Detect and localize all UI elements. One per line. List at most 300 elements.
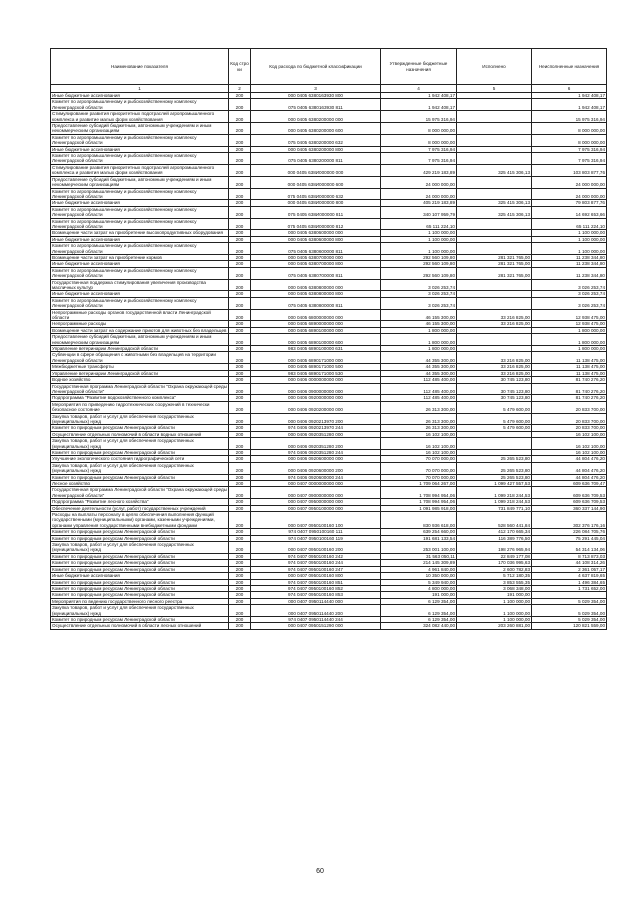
row-classification-code: 000 0405 6380700000 000 [251, 254, 381, 260]
row-classification-code: 000 0405 6890100000 600 [251, 334, 381, 346]
row-executed-amount: 30 745 123,80 [457, 383, 532, 395]
table-row [51, 267, 607, 279]
row-indicator-name: Комитет по природным ресурсам Ленинградской области [51, 529, 229, 535]
row-line-code: 200 [229, 462, 251, 474]
row-classification-code: 000 0405 6380800000 000 [251, 279, 381, 291]
row-approved-amount: 24 000 000,00 [381, 188, 457, 200]
row-classification-code: 000 0405 6890171000 000 [251, 352, 381, 364]
row-executed-amount: 33 216 825,00 [457, 352, 532, 364]
row-executed-amount: 22 849 177,08 [457, 553, 532, 559]
row-executed-amount: 203 260 881,00 [457, 623, 532, 629]
row-line-code: 200 [229, 164, 251, 176]
row-classification-code: 000 0405 6380700000 800 [251, 261, 381, 267]
row-unexecuted-amount: 81 740 276,20 [532, 377, 607, 383]
table-row [51, 512, 607, 529]
header-unexecuted: Неисполненные назначения [532, 49, 607, 85]
row-approved-amount: 253 001 100,00 [381, 542, 457, 554]
row-line-code: 200 [229, 383, 251, 395]
row-classification-code: 000 0406 0920000000 000 [251, 395, 381, 401]
row-line-code: 200 [229, 230, 251, 236]
row-indicator-name: Иные бюджетные ассигнования [51, 291, 229, 297]
row-classification-code: 000 0406 0920600000 200 [251, 462, 381, 474]
row-indicator-name: Предоставление субсидий бюджетным, автономным учреждениям и иным некоммерческим организациям [51, 123, 229, 135]
row-line-code: 200 [229, 146, 251, 152]
row-unexecuted-amount: 609 636 709,53 [532, 487, 607, 499]
row-executed-amount [457, 111, 532, 123]
row-unexecuted-amount: 1 100 000,00 [532, 236, 607, 242]
row-classification-code: 000 0406 0920600000 000 [251, 456, 381, 462]
row-line-code: 200 [229, 352, 251, 364]
row-line-code: 200 [229, 512, 251, 529]
row-classification-code: 075 0405 638И000000 812 [251, 218, 381, 230]
row-indicator-name: Комитет по природным ресурсам Ленинградской области [51, 579, 229, 585]
report-sheet [50, 48, 606, 630]
row-approved-amount: 1 800 000,00 [381, 346, 457, 352]
row-unexecuted-amount: 79 803 877,76 [532, 200, 607, 206]
row-unexecuted-amount: 44 804 476,20 [532, 474, 607, 480]
table-row [51, 413, 607, 425]
table-row [51, 164, 607, 176]
row-line-code: 200 [229, 395, 251, 401]
row-line-code: 200 [229, 573, 251, 579]
row-unexecuted-amount: 360 337 144,90 [532, 505, 607, 511]
row-indicator-name: Государственная программа Ленинградской области "Охрана окружающей среды Ленинградской области" [52, 487, 227, 498]
row-indicator-name: Закупка товаров, работ и услуг для обеспечения государственных (муниципальных) нужд [51, 462, 229, 474]
row-approved-amount: 112 485 400,00 [381, 395, 457, 401]
row-indicator-name: Подпрограмма "Развитие водохозяйственного комплекса" [51, 395, 229, 401]
row-approved-amount: 44 355 300,00 [381, 370, 457, 376]
header-approved: Утвержденные бюджетные назначения [381, 49, 457, 85]
row-classification-code: 983 0405 6890100000 631 [251, 346, 381, 352]
row-line-code: 200 [229, 585, 251, 591]
row-line-code: 200 [229, 321, 251, 327]
row-indicator-name: Мероприятия по приведению гидротехнических сооружений в технически безопасное состояние [51, 401, 229, 413]
row-classification-code: 000 0405 6890100000 000 [251, 327, 381, 333]
column-number-row [51, 85, 607, 93]
row-approved-amount: 7 975 316,94 [381, 146, 457, 152]
row-approved-amount: 1 091 985 918,00 [381, 505, 457, 511]
row-executed-amount [457, 297, 532, 309]
row-approved-amount: 830 936 618,00 [381, 512, 457, 529]
row-unexecuted-amount: 54 314 134,06 [532, 542, 607, 554]
row-indicator-name: Комитет по агропромышленному и рыбохозяйственному комплексу Ленинградской области [51, 134, 229, 146]
row-approved-amount: 5 349 940,00 [381, 579, 457, 585]
row-unexecuted-amount: 1 800 000,00 [532, 327, 607, 333]
table-row [51, 529, 607, 535]
row-unexecuted-amount: 1 800 000,00 [532, 334, 607, 346]
table-row [51, 111, 607, 123]
row-indicator-name: Комитет по природным ресурсам Ленинградской области [51, 585, 229, 591]
row-classification-code: 000 0407 0000000000 000 [251, 481, 381, 487]
row-indicator-name: Комитет по природным ресурсам Ленинградской области [51, 449, 229, 455]
row-executed-amount [457, 279, 532, 291]
header-indicator-name: Наименование показателя [51, 49, 229, 85]
row-indicator-name: Возмещение части затрат на содержание приютов для животных без владельцев [52, 327, 227, 333]
row-executed-amount: 116 389 776,50 [457, 535, 532, 541]
row-approved-amount: 1 709 064 267,00 [381, 481, 457, 487]
row-unexecuted-amount: 16 102 100,00 [532, 438, 607, 450]
table-row [51, 438, 607, 450]
row-unexecuted-amount: 15 975 316,94 [532, 111, 607, 123]
table-body [51, 93, 607, 630]
row-classification-code: 000 0405 6800000000 000 [251, 309, 381, 321]
row-approved-amount: 46 155 300,00 [381, 309, 457, 321]
row-approved-amount: 26 313 300,00 [381, 425, 457, 431]
table-row [51, 598, 607, 604]
row-line-code: 200 [229, 377, 251, 383]
row-classification-code: 000 0405 638И000000 600 [251, 176, 381, 188]
row-line-code: 200 [229, 456, 251, 462]
row-indicator-name: Комитет по агропромышленному и рыбохозяйственному комплексу Ленинградской области [51, 218, 229, 230]
row-indicator-name: Комитет по природным ресурсам Ленинградской области [51, 474, 229, 480]
row-line-code: 200 [229, 499, 251, 505]
row-unexecuted-amount: 7 975 316,94 [532, 146, 607, 152]
row-unexecuted-amount: 5 029 354,00 [532, 605, 607, 617]
row-indicator-name: Государственная поддержка стимулирования увеличения производства масличных культур [51, 279, 229, 291]
row-approved-amount: 405 219 183,89 [381, 200, 457, 206]
table-row [51, 535, 607, 541]
row-classification-code: 075 0405 6380600000 811 [251, 243, 381, 255]
table-row [51, 123, 607, 135]
row-indicator-name: Осуществление отдельных полномочий в области лесных отношений [51, 623, 229, 629]
row-classification-code: 075 0405 6380163930 811 [251, 99, 381, 111]
row-indicator-name: Иные бюджетные ассигнования [51, 236, 229, 242]
row-unexecuted-amount: 8 713 873,03 [532, 553, 607, 559]
row-line-code: 200 [229, 605, 251, 617]
header-classification-code: Код расхода по бюджетной классификации [251, 49, 381, 85]
row-unexecuted-amount: 1 731 652,00 [532, 585, 607, 591]
row-approved-amount: 1 100 000,00 [381, 243, 457, 255]
row-line-code: 200 [229, 542, 251, 554]
row-approved-amount: 3 026 253,74 [381, 291, 457, 297]
row-indicator-name: Комитет по природным ресурсам Ленинградской области [51, 425, 229, 431]
row-unexecuted-amount: 103 803 877,76 [532, 164, 607, 176]
row-executed-amount: 5 479 600,00 [457, 401, 532, 413]
row-approved-amount: 112 485 400,00 [381, 377, 457, 383]
row-indicator-name: Комитет по природным ресурсам Ленинградской области [51, 592, 229, 598]
row-approved-amount: 112 485 400,00 [381, 383, 457, 395]
row-classification-code: 974 0407 0950100160 247 [251, 566, 381, 572]
row-indicator-name: Иные бюджетные ассигнования [51, 146, 229, 152]
table-row [51, 579, 607, 585]
row-indicator-name: Возмещение части затрат на приобретение высокопродуктивных оборудования [51, 230, 229, 236]
row-executed-amount [457, 243, 532, 255]
row-indicator-name: Закупка товаров, работ и услуг для обеспечения государственных (муниципальных) нужд [51, 542, 229, 554]
row-unexecuted-amount: 75 291 445,04 [532, 535, 607, 541]
table-row [51, 279, 607, 291]
table-row [51, 592, 607, 598]
row-unexecuted-amount: 1 100 000,00 [532, 243, 607, 255]
row-executed-amount [457, 188, 532, 200]
row-executed-amount: 33 216 825,00 [457, 309, 532, 321]
row-indicator-name: Подпрограмма "Развитие лесного хозяйства" [51, 499, 229, 505]
table-row [51, 206, 607, 218]
row-indicator-name: Комитет по агропромышленному и рыбохозяйственному комплексу Ленинградской области [51, 297, 229, 309]
row-unexecuted-amount: 11 238 344,80 [532, 267, 607, 279]
row-line-code: 200 [229, 449, 251, 455]
row-approved-amount: 340 107 959,79 [381, 206, 457, 218]
row-executed-amount: 25 265 523,80 [457, 456, 532, 462]
row-unexecuted-amount: 1 942 408,17 [532, 93, 607, 99]
row-unexecuted-amount: 65 111 224,10 [532, 218, 607, 230]
row-executed-amount: 25 265 523,80 [457, 474, 532, 480]
row-executed-amount: 731 849 771,10 [457, 505, 532, 511]
row-unexecuted-amount: 1 496 384,65 [532, 579, 607, 585]
row-unexecuted-amount: 81 740 276,20 [532, 395, 607, 401]
row-executed-amount [457, 123, 532, 135]
row-executed-amount: 1 099 427 557,53 [457, 481, 532, 487]
row-unexecuted-amount: 14 692 653,66 [532, 206, 607, 218]
row-approved-amount: 1 708 994 954,06 [381, 499, 457, 505]
row-line-code: 200 [229, 346, 251, 352]
row-classification-code: 000 0405 6890171000 500 [251, 364, 381, 370]
row-line-code: 200 [229, 623, 251, 629]
row-approved-amount: 1 800 000,00 [381, 327, 457, 333]
row-line-code: 200 [229, 425, 251, 431]
row-executed-amount: 2 600 782,83 [457, 566, 532, 572]
row-line-code: 200 [229, 297, 251, 309]
row-approved-amount: 1 800 000,00 [381, 334, 457, 346]
row-classification-code: 075 0405 638И000000 811 [251, 206, 381, 218]
row-unexecuted-amount: 81 740 276,20 [532, 383, 607, 395]
row-executed-amount: 33 216 825,00 [457, 370, 532, 376]
row-approved-amount: 10 350 000,00 [381, 573, 457, 579]
row-indicator-name: Закупка товаров, работ и услуг для обеспечения государственных (муниципальных) нужд [51, 413, 229, 425]
row-line-code: 200 [229, 505, 251, 511]
table-row [51, 605, 607, 617]
row-executed-amount: 281 321 765,00 [457, 254, 532, 260]
row-classification-code: 974 0406 0920213970 244 [251, 425, 381, 431]
row-unexecuted-amount: 1 100 000,00 [532, 230, 607, 236]
table-row [51, 542, 607, 554]
row-executed-amount: 412 170 665,34 [457, 529, 532, 535]
row-line-code: 200 [229, 218, 251, 230]
row-classification-code: 000 0405 6380163930 800 [251, 93, 381, 99]
row-unexecuted-amount: 5 029 354,00 [532, 598, 607, 604]
row-line-code: 200 [229, 176, 251, 188]
row-unexecuted-amount: 12 938 475,00 [532, 321, 607, 327]
row-classification-code: 000 0407 0950114440 000 [251, 598, 381, 604]
row-line-code: 200 [229, 553, 251, 559]
row-indicator-name: Управление ветеринарии Ленинградской области [51, 346, 229, 352]
table-row [51, 218, 607, 230]
row-indicator-name: Стимулирование развития приоритетных подотраслей агропромышленного комплекса и развитие малых форм хозяйствования [51, 111, 229, 123]
row-indicator-name: Осуществление отдельных полномочий в области водных отношений [51, 431, 229, 437]
row-unexecuted-amount: 11 238 344,80 [532, 261, 607, 267]
row-unexecuted-amount: 120 821 559,00 [532, 623, 607, 629]
row-approved-amount: 4 961 840,00 [381, 566, 457, 572]
page-number: 60 [316, 868, 324, 875]
row-classification-code: 000 0406 0920213970 200 [251, 413, 381, 425]
table-row [51, 153, 607, 165]
row-indicator-name: Субвенции в сфере обращения с животными без владельцев на территории Ленинградской области [51, 352, 229, 364]
row-approved-amount: 191 681 133,54 [381, 535, 457, 541]
row-indicator-name: Комитет по природным ресурсам Ленинградской области [51, 560, 229, 566]
table-row [51, 462, 607, 474]
row-unexecuted-amount: 20 833 700,00 [532, 413, 607, 425]
row-executed-amount [457, 99, 532, 111]
row-approved-amount: 6 129 354,00 [381, 605, 457, 617]
row-classification-code: 974 0407 0950100160 852 [251, 585, 381, 591]
row-line-code: 200 [229, 579, 251, 585]
header-row [51, 49, 607, 85]
row-indicator-name: Закупка товаров, работ и услуг для обеспечения государственных (муниципальных) нужд [51, 438, 229, 450]
row-classification-code: 000 0405 6380800000 800 [251, 291, 381, 297]
row-indicator-name: Иные бюджетные ассигнования [51, 200, 229, 206]
row-line-code: 200 [229, 134, 251, 146]
row-unexecuted-amount: 20 833 700,00 [532, 401, 607, 413]
row-executed-amount: 30 745 123,80 [457, 395, 532, 401]
row-executed-amount [457, 218, 532, 230]
row-line-code: 200 [229, 334, 251, 346]
row-classification-code: 000 0406 0920200000 000 [251, 401, 381, 413]
row-unexecuted-amount: 44 804 476,20 [532, 456, 607, 462]
row-executed-amount: 33 216 825,00 [457, 321, 532, 327]
row-line-code: 200 [229, 401, 251, 413]
row-approved-amount: 26 313 300,00 [381, 401, 457, 413]
row-approved-amount: 1 942 408,17 [381, 93, 457, 99]
row-unexecuted-amount: 609 636 709,53 [532, 499, 607, 505]
row-unexecuted-amount: 3 026 253,74 [532, 291, 607, 297]
header-line-code: Код стро ки [229, 49, 251, 85]
row-classification-code: 000 0405 6380600000 800 [251, 236, 381, 242]
row-classification-code: 000 0407 0950100160 800 [251, 573, 381, 579]
row-approved-amount: 16 102 100,00 [381, 438, 457, 450]
row-unexecuted-amount: 16 102 100,00 [532, 449, 607, 455]
row-line-code: 200 [229, 431, 251, 437]
row-line-code: 200 [229, 309, 251, 321]
row-executed-amount: 1 100 000,00 [457, 598, 532, 604]
row-unexecuted-amount: 8 000 000,00 [532, 123, 607, 135]
row-indicator-name: Комитет по агропромышленному и рыбохозяйственному комплексу Ленинградской области [51, 206, 229, 218]
row-approved-amount: 292 560 109,80 [381, 254, 457, 260]
row-unexecuted-amount: 3 026 253,74 [532, 279, 607, 291]
row-unexecuted-amount: 44 108 314,26 [532, 560, 607, 566]
row-approved-amount: 70 070 000,00 [381, 474, 457, 480]
table-row [51, 188, 607, 200]
row-classification-code: 000 0407 0900000000 000 [251, 487, 381, 499]
table-row [51, 352, 607, 364]
row-indicator-name: Улучшение экологического состояния гидрографической сети [51, 456, 229, 462]
row-line-code: 200 [229, 487, 251, 499]
row-classification-code: 974 0407 0950100160 244 [251, 560, 381, 566]
row-line-code: 200 [229, 123, 251, 135]
table-row [51, 566, 607, 572]
row-executed-amount: 325 415 306,13 [457, 200, 532, 206]
row-classification-code: 983 0405 6890171000 530 [251, 370, 381, 376]
row-unexecuted-amount: 11 138 475,00 [532, 364, 607, 370]
row-executed-amount: 198 276 965,94 [457, 542, 532, 554]
row-line-code: 200 [229, 254, 251, 260]
row-approved-amount: 292 560 109,80 [381, 261, 457, 267]
row-indicator-name: Непрограммные расходы органов государственной власти Ленинградской области [51, 309, 229, 321]
row-classification-code: 974 0407 0950100160 242 [251, 553, 381, 559]
row-line-code: 200 [229, 267, 251, 279]
row-line-code: 200 [229, 474, 251, 480]
table-row [51, 99, 607, 111]
row-approved-amount: 8 000 000,00 [381, 123, 457, 135]
row-indicator-name: Комитет по агропромышленному и рыбохозяйственному комплексу Ленинградской области [51, 243, 229, 255]
row-indicator-name: Непрограммные расходы [51, 321, 229, 327]
table-row [51, 243, 607, 255]
row-unexecuted-amount: 5 029 354,00 [532, 616, 607, 622]
row-unexecuted-amount: 20 833 700,00 [532, 425, 607, 431]
budget-execution-table [50, 48, 607, 630]
row-classification-code: 000 0407 0950100160 100 [251, 512, 381, 529]
row-approved-amount: 324 082 440,00 [381, 623, 457, 629]
row-line-code: 200 [229, 261, 251, 267]
row-line-code: 200 [229, 243, 251, 255]
row-classification-code: 974 0407 0950100160 851 [251, 579, 381, 585]
row-indicator-name: Предоставление субсидий бюджетным, автономным учреждениям и иным некоммерческим организациям [51, 176, 229, 188]
row-executed-amount: 3 853 555,35 [457, 579, 532, 585]
table-row [51, 505, 607, 511]
row-classification-code: 075 0405 638И000000 632 [251, 188, 381, 200]
row-line-code: 200 [229, 93, 251, 99]
row-indicator-name: Комитет по агропромышленному и рыбохозяйственному комплексу Ленинградской области [51, 267, 229, 279]
row-unexecuted-amount: 11 138 475,00 [532, 370, 607, 376]
row-line-code: 200 [229, 566, 251, 572]
row-executed-amount: 191 000,00 [457, 592, 532, 598]
row-line-code: 200 [229, 291, 251, 297]
row-unexecuted-amount: 302 376 176,16 [532, 512, 607, 529]
column-number: 1 [51, 85, 229, 93]
row-approved-amount: 24 000 000,00 [381, 176, 457, 188]
row-unexecuted-amount: 24 000 000,00 [532, 188, 607, 200]
table-row [51, 560, 607, 566]
row-classification-code: 000 0407 0950000000 000 [251, 499, 381, 505]
row-classification-code: 000 0406 0920351280 000 [251, 431, 381, 437]
row-executed-amount: 33 216 825,00 [457, 364, 532, 370]
row-classification-code: 000 0405 638И000000 800 [251, 200, 381, 206]
column-number: 6 [532, 85, 607, 93]
table-row [51, 425, 607, 431]
row-line-code: 200 [229, 481, 251, 487]
table-row [51, 254, 607, 260]
row-executed-amount: 528 560 441,84 [457, 512, 532, 529]
column-number: 4 [381, 85, 457, 93]
column-number: 2 [229, 85, 251, 93]
row-classification-code: 000 0406 0000000000 000 [251, 377, 381, 383]
row-unexecuted-amount: 7 975 316,94 [532, 153, 607, 165]
row-unexecuted-amount: 1 800 000,00 [532, 346, 607, 352]
row-approved-amount: 1 942 408,17 [381, 99, 457, 111]
column-number: 3 [251, 85, 381, 93]
row-approved-amount: 70 070 000,00 [381, 456, 457, 462]
row-classification-code: 000 0405 6380200000 000 [251, 111, 381, 123]
row-executed-amount: 281 321 765,00 [457, 267, 532, 279]
row-classification-code: 000 0405 6380600000 000 [251, 230, 381, 236]
row-classification-code: 075 0405 6380700000 811 [251, 267, 381, 279]
row-executed-amount: 5 479 600,00 [457, 425, 532, 431]
row-line-code: 200 [229, 206, 251, 218]
row-executed-amount: 1 099 218 244,53 [457, 487, 532, 499]
row-approved-amount: 65 111 224,10 [381, 218, 457, 230]
row-classification-code: 974 0407 0950100160 119 [251, 535, 381, 541]
row-executed-amount [457, 176, 532, 188]
row-approved-amount: 46 155 300,00 [381, 321, 457, 327]
row-indicator-name: Стимулирование развития приоритетных подотраслей агропромышленного комплекса и развития малых форм хозяйствования [51, 164, 229, 176]
table-row [51, 176, 607, 188]
row-indicator-name: Комитет по агропромышленному и рыбохозяйственному комплексу Ленинградской области [51, 99, 229, 111]
row-line-code: 200 [229, 560, 251, 566]
row-classification-code: 974 0407 0950100160 853 [251, 592, 381, 598]
row-approved-amount: 8 000 000,00 [381, 134, 457, 146]
row-unexecuted-amount: 2 361 057,17 [532, 566, 607, 572]
row-approved-amount: 16 102 100,00 [381, 431, 457, 437]
row-indicator-name: Управление ветеринарии Ленинградской области [51, 370, 229, 376]
row-indicator-name: Комитет по природным ресурсам Ленинградской области [51, 566, 229, 572]
